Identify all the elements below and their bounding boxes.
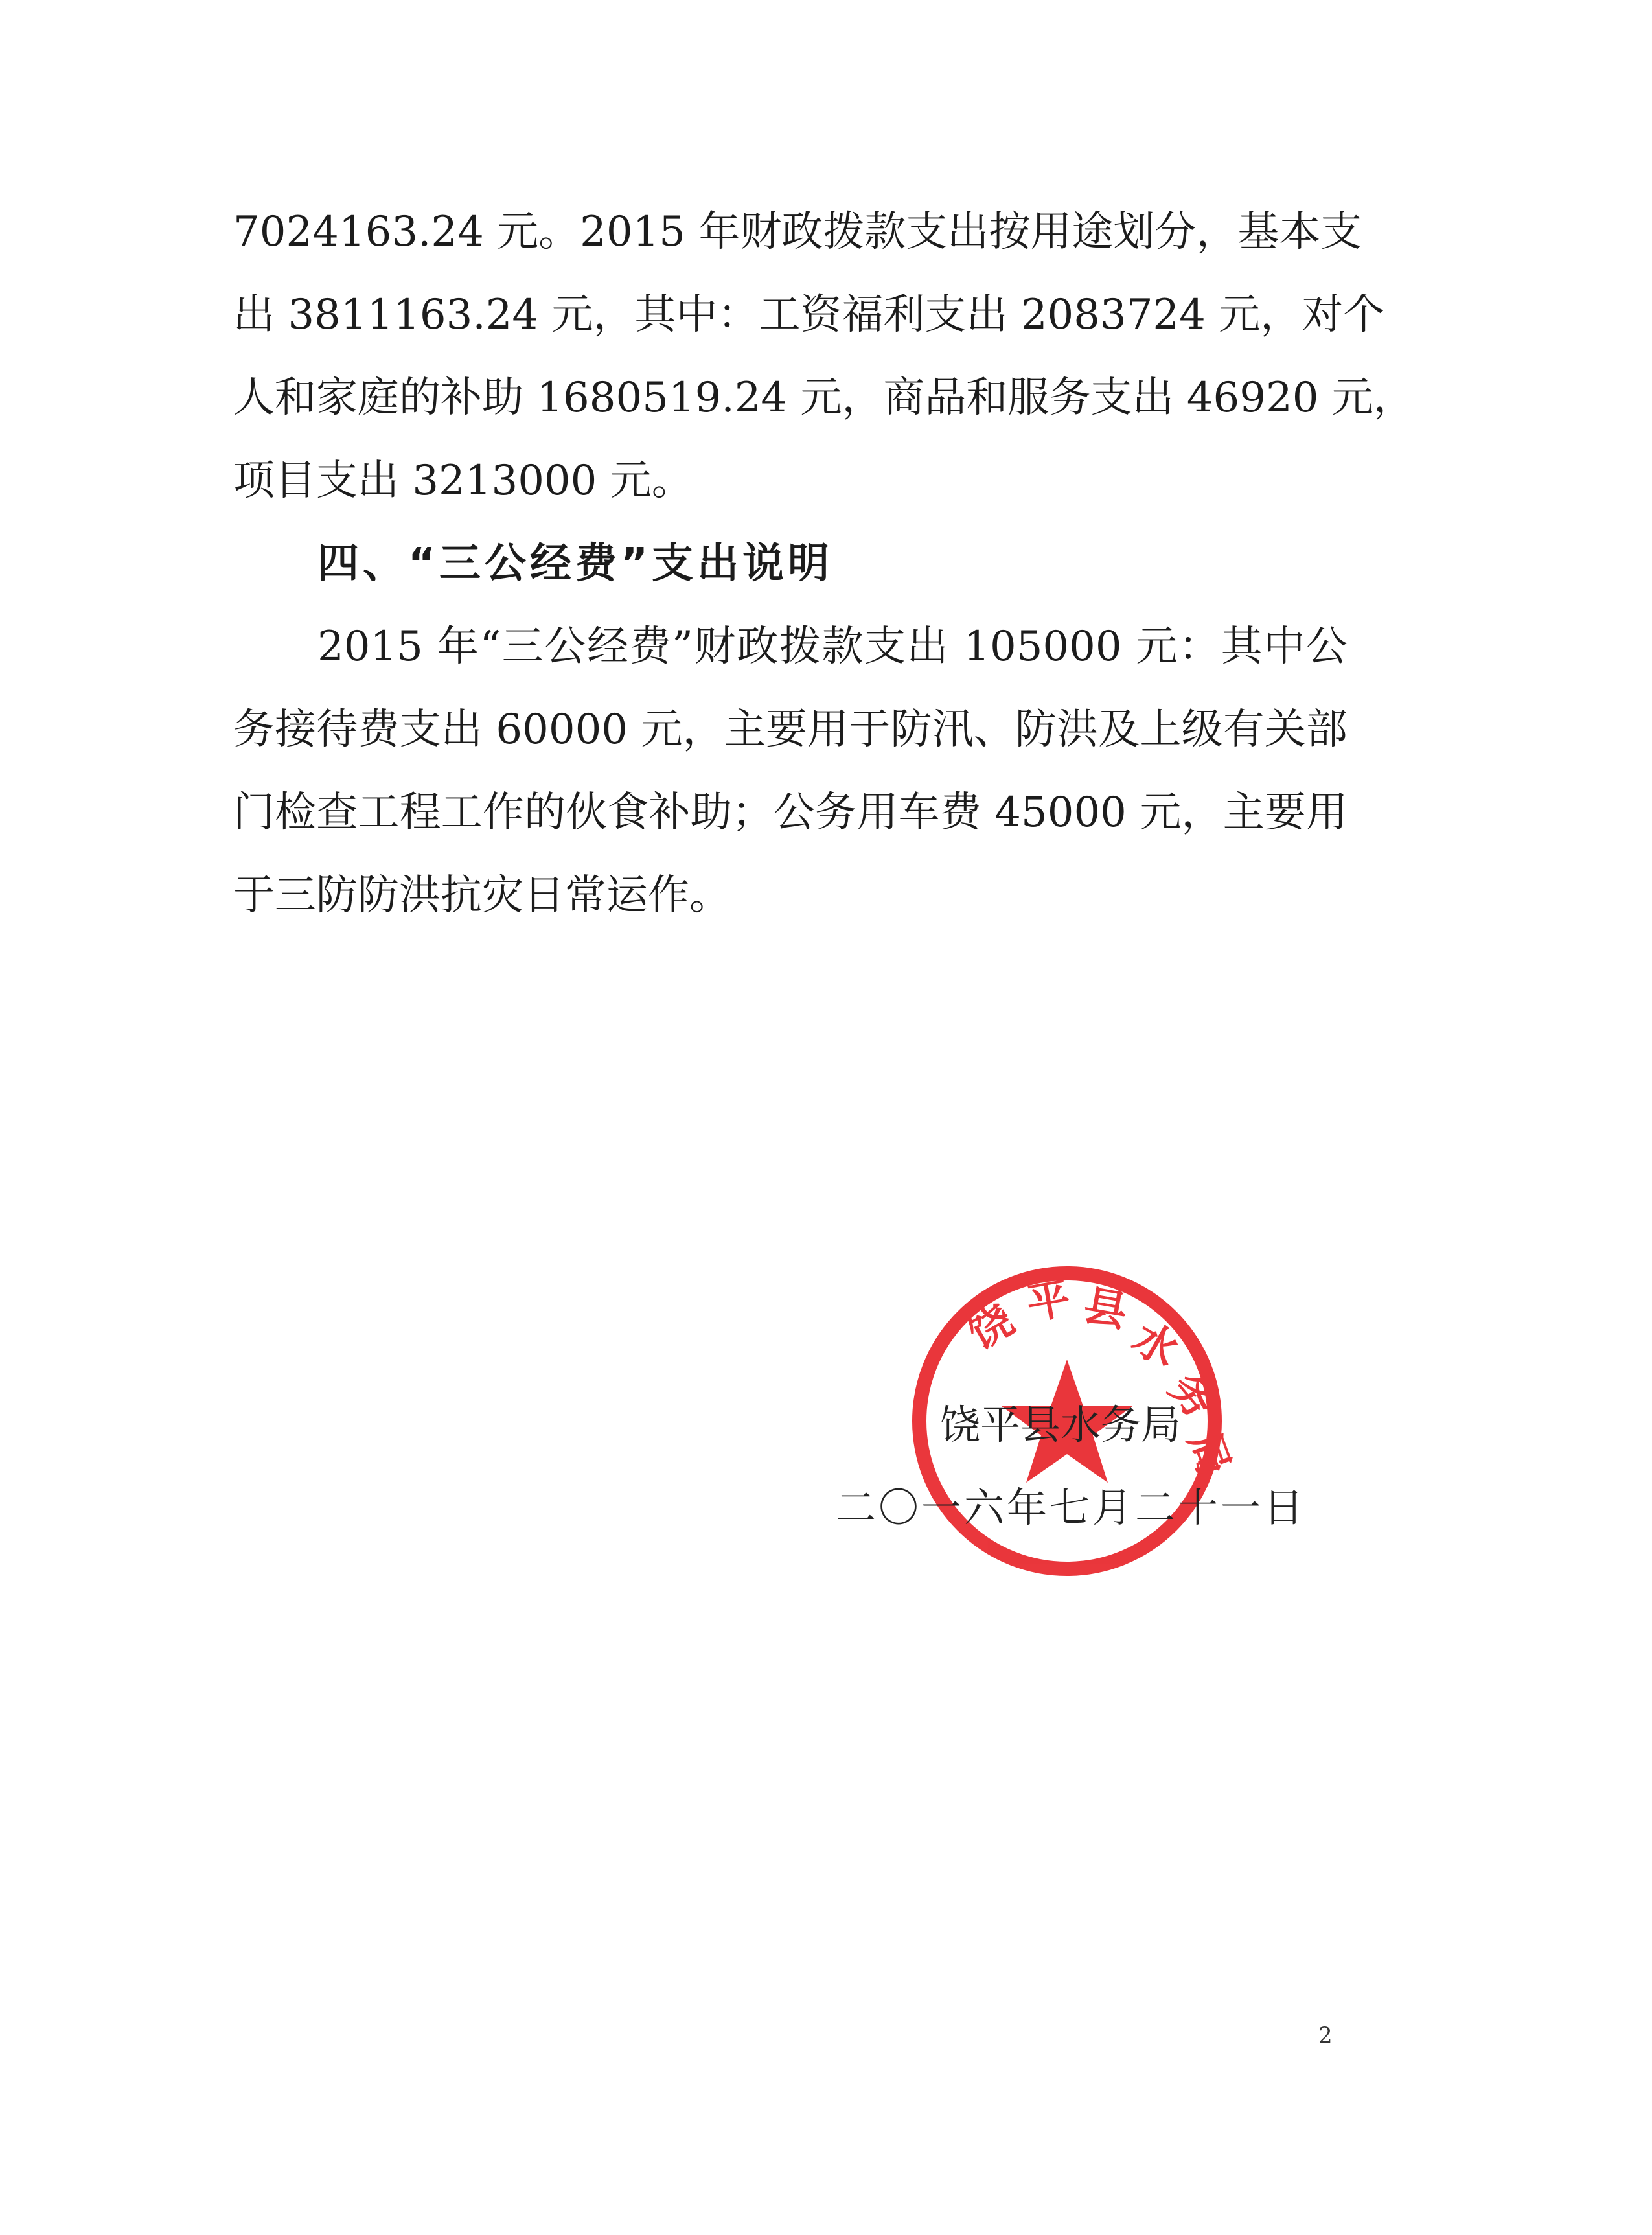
- paragraph-1-line-2: 出 3811163.24 元，其中：工资福利支出 2083724 元，对个: [233, 291, 1385, 339]
- signature-organization: 饶平县水务局: [940, 1401, 1182, 1448]
- paragraph-1-line-3: 人和家庭的补助 1680519.24 元，商品和服务支出 46920 元，: [233, 374, 1415, 422]
- svg-text:局: 局: [1178, 1425, 1240, 1483]
- svg-text:平: 平: [1023, 1273, 1074, 1330]
- section-4-line-2: 务接待费支出 60000 元，主要用于防汛、防洪及上级有关部: [233, 706, 1348, 754]
- signature-date: 二〇一六年七月二十一日: [836, 1484, 1307, 1531]
- section-4-line-1: 2015 年“三公经费”财政拨款支出 105000 元：其中公: [317, 623, 1348, 671]
- section-4-line-3: 门检查工程工作的伙食补助；公务用车费 45000 元，主要用: [233, 789, 1348, 837]
- page-number: 2: [1318, 2022, 1333, 2048]
- svg-text:水: 水: [1125, 1312, 1187, 1377]
- paragraph-1-line-1: 7024163.24 元。2015 年财政拨款支出按用途划分，基本支: [233, 208, 1362, 256]
- svg-text:务: 务: [1159, 1363, 1226, 1428]
- svg-text:饶: 饶: [959, 1294, 1022, 1359]
- svg-text:县: 县: [1080, 1280, 1131, 1338]
- section-4-line-4: 于三防防洪抗灾日常运作。: [233, 872, 731, 920]
- section-4-heading: 四、“三公经费”支出说明: [317, 540, 834, 588]
- paragraph-1-line-4: 项目支出 3213000 元。: [233, 457, 693, 505]
